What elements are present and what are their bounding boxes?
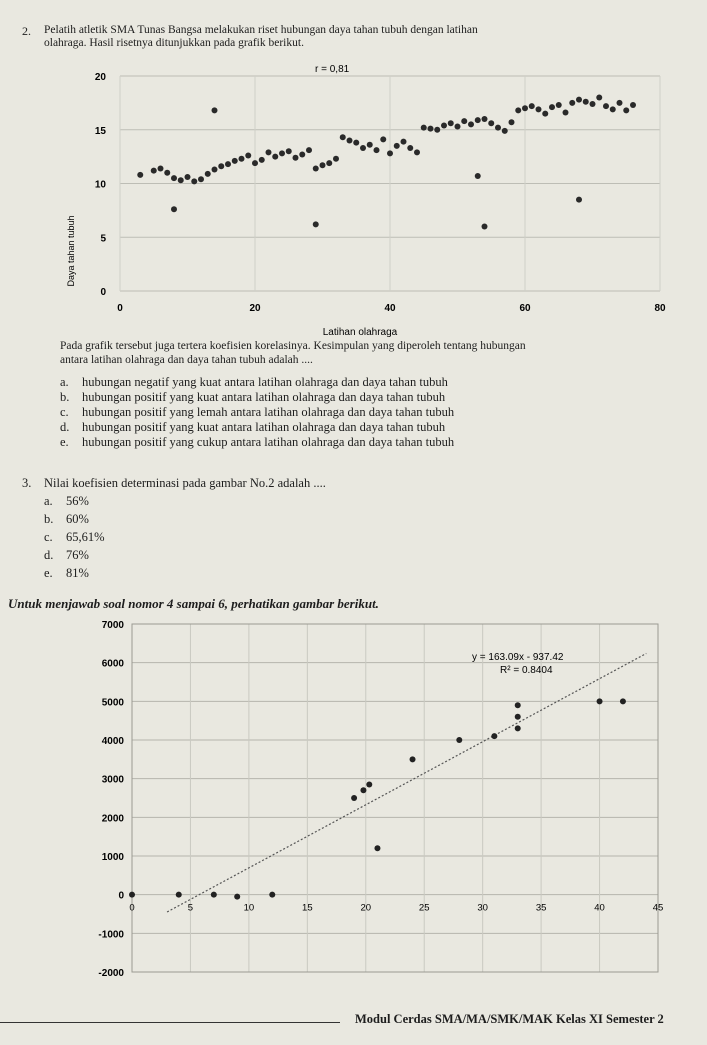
- chart-1-data-point: [286, 148, 292, 154]
- chart-1-data-point: [360, 145, 366, 151]
- chart-2-equation: y = 163.09x - 937.42: [472, 652, 564, 663]
- chart-1-x-tick-label: 40: [384, 303, 396, 314]
- chart-1-data-point: [522, 105, 528, 111]
- option-3d[interactable]: d. 76%: [44, 548, 89, 562]
- question-2-intro-line1: Pelatih atletik SMA Tunas Bangsa melakukan riset hubungan daya tahan tubuh dengan latihan: [44, 24, 478, 36]
- chart-1-data-point: [212, 107, 218, 113]
- chart-1-data-point: [617, 100, 623, 106]
- chart-1-data-point: [191, 178, 197, 184]
- chart-1-data-point: [347, 138, 353, 144]
- question-2-stem-line1: Pada grafik tersebut juga tertera koefisien korelasinya. Kesimpulan yang diperoleh tentang hubungan: [60, 340, 526, 352]
- chart-1-data-point: [542, 111, 548, 117]
- chart-2-data-point: [176, 892, 182, 898]
- chart-1-data-point: [164, 170, 170, 176]
- chart-1-data-point: [279, 150, 285, 156]
- chart-2-y-tick-label: -2000: [98, 968, 124, 979]
- chart-1-data-point: [407, 145, 413, 151]
- chart-1-data-point: [353, 140, 359, 146]
- option-3e[interactable]: e. 81%: [44, 566, 89, 580]
- chart-1-data-point: [421, 125, 427, 131]
- chart-1-data-point: [394, 143, 400, 149]
- chart-1-data-point: [603, 103, 609, 109]
- chart-2-y-tick-label: 0: [118, 890, 124, 902]
- chart-2-frame: [132, 624, 658, 972]
- question-number-2: 2.: [22, 24, 31, 38]
- chart-1-data-point: [623, 107, 629, 113]
- option-2b[interactable]: b. hubungan positif yang kuat antara latihan olahraga dan daya tahan tubuh: [60, 390, 446, 404]
- chart-2-data-point: [491, 733, 497, 739]
- chart-2-data-point: [515, 714, 521, 720]
- chart-1-data-point: [266, 149, 272, 155]
- chart-2-data-point: [515, 702, 521, 708]
- chart-1-x-tick-label: 80: [654, 303, 666, 314]
- chart-1-data-point: [313, 165, 319, 171]
- chart-1-data-point: [158, 165, 164, 171]
- chart-2-data-point: [269, 892, 275, 898]
- chart-2-x-tick-label: 15: [302, 902, 313, 914]
- chart-2-trendline: [167, 653, 646, 912]
- chart-1-x-tick-label: 20: [249, 303, 261, 314]
- chart-1-data-point: [509, 119, 515, 125]
- chart-1-data-point: [596, 95, 602, 101]
- chart-1-y-tick-label: 15: [94, 125, 106, 137]
- chart-1-data-point: [259, 157, 265, 163]
- chart-2-y-tick-label: 1000: [101, 852, 124, 863]
- chart-1-data-point: [515, 107, 521, 113]
- chart-1-data-point: [536, 106, 542, 112]
- chart-1-x-tick-label: 0: [117, 303, 123, 314]
- chart-1-data-point: [475, 173, 481, 179]
- chart-1-data-point: [414, 149, 420, 155]
- chart-2-x-tick-label: 35: [535, 902, 547, 914]
- question-2-intro-line2: olahraga. Hasil risetnya ditunjukkan pada grafik berikut.: [44, 37, 304, 49]
- chart-2-x-tick-label: 40: [594, 902, 605, 914]
- question-number-3: 3.: [22, 476, 32, 490]
- chart-2-grid: [132, 624, 658, 972]
- option-3b[interactable]: b. 60%: [44, 512, 89, 526]
- chart-2-y-tick-label: 3000: [101, 774, 124, 786]
- chart-1-scatter: [60, 56, 680, 346]
- chart-2-data-point: [211, 892, 217, 898]
- chart-2-r-squared: R² = 0.8404: [500, 665, 553, 676]
- chart-1-data-point: [387, 150, 393, 156]
- chart-1-data-point: [326, 160, 332, 166]
- chart-1-data-point: [495, 125, 501, 131]
- option-2d[interactable]: d. hubungan positif yang kuat antara latihan olahraga dan daya tahan tubuh: [60, 420, 446, 434]
- chart-1-y-tick-label: 0: [100, 287, 106, 298]
- question-3-stem: Nilai koefisien determinasi pada gambar No.2 adalah ....: [44, 476, 326, 490]
- chart-2-x-tick-label: 20: [360, 902, 372, 914]
- chart-1-data-point: [239, 156, 245, 162]
- chart-1-data-point: [225, 161, 231, 167]
- chart-1-data-point: [563, 110, 569, 116]
- option-3c[interactable]: c. 65,61%: [44, 530, 105, 544]
- chart-2-scatter: [70, 612, 670, 990]
- chart-1-data-point: [171, 206, 177, 212]
- chart-1-data-point: [380, 136, 386, 142]
- option-2e[interactable]: e. hubungan positif yang cukup antara latihan olahraga dan daya tahan tubuh: [60, 435, 455, 449]
- chart-1-data-point: [198, 176, 204, 182]
- chart-1-data-point: [232, 158, 238, 164]
- chart-1-data-point: [468, 121, 474, 127]
- chart-1-data-point: [482, 116, 488, 122]
- chart-2-y-tick-label: -1000: [98, 929, 124, 941]
- chart-1-y-tick-label: 5: [100, 233, 106, 245]
- chart-1-data-point: [441, 122, 447, 128]
- chart-1-data-point: [374, 147, 380, 153]
- chart-2-data-point: [360, 787, 366, 793]
- option-2a[interactable]: a. hubungan negatif yang kuat antara latihan olahraga dan daya tahan tubuh: [60, 375, 448, 389]
- instruction-text: Untuk menjawab soal nomor 4 sampai 6, perhatikan gambar berikut.: [8, 596, 379, 611]
- chart-1-data-point: [529, 103, 535, 109]
- chart-2-data-point: [374, 845, 380, 851]
- chart-2-y-tick-label: 2000: [101, 813, 124, 825]
- chart-2-x-tick-label: 45: [652, 902, 664, 914]
- question-3-options: [44, 492, 105, 582]
- chart-1-data-point: [569, 100, 575, 106]
- chart-2-y-tick-label: 4000: [101, 736, 124, 747]
- chart-1-data-point: [218, 163, 224, 169]
- chart-1-data-point: [185, 174, 191, 180]
- chart-2-data-point: [234, 894, 240, 900]
- chart-1-data-point: [482, 224, 488, 230]
- chart-1-grid: [120, 76, 660, 291]
- option-2c[interactable]: c. hubungan positif yang lemah antara latihan olahraga dan daya tahan tubuh: [60, 405, 455, 419]
- chart-2-data-point: [366, 781, 372, 787]
- chart-1-data-point: [212, 167, 218, 173]
- chart-1-data-point: [502, 128, 508, 134]
- chart-1-data-point: [488, 120, 494, 126]
- chart-1-data-point: [205, 171, 211, 177]
- chart-1-data-point: [549, 104, 555, 110]
- chart-1-data-point: [151, 168, 157, 174]
- chart-1-data-point: [576, 97, 582, 103]
- chart-1-data-point: [401, 139, 407, 145]
- chart-2-y-tick-label: 6000: [101, 658, 124, 670]
- chart-1-y-tick-label: 10: [94, 179, 106, 191]
- chart-1-data-point: [171, 175, 177, 181]
- chart-1-x-tick-label: 60: [519, 303, 531, 314]
- chart-1-data-point: [475, 117, 481, 123]
- chart-1-data-point: [293, 155, 299, 161]
- chart-2-data-point: [597, 698, 603, 704]
- chart-2-data-point: [456, 737, 462, 743]
- footer-rule: [0, 1022, 340, 1023]
- chart-2-x-tick-label: 5: [187, 902, 194, 914]
- chart-2-x-tick-label: 25: [418, 902, 430, 914]
- chart-2-data-point: [620, 698, 626, 704]
- question-2-stem-line2: antara latihan olahraga dan daya tahan tubuh adalah ....: [60, 354, 313, 366]
- chart-1-data-point: [434, 127, 440, 133]
- chart-2-data-point: [410, 756, 416, 762]
- footer-title: Modul Cerdas SMA/MA/SMK/MAK Kelas XI Semester 2: [355, 1012, 664, 1026]
- chart-1-data-point: [428, 126, 434, 132]
- chart-1-data-point: [590, 101, 596, 107]
- chart-1-data-point: [313, 221, 319, 227]
- chart-1-y-tick-label: 20: [94, 72, 106, 83]
- chart-1-data-point: [178, 177, 184, 183]
- chart-1-data-point: [583, 99, 589, 105]
- chart-1-data-point: [299, 151, 305, 157]
- chart-2-x-tick-label: 30: [477, 902, 488, 914]
- chart-2-data-point: [129, 892, 135, 898]
- chart-1-data-point: [340, 134, 346, 140]
- chart-1-x-axis-label: Latihan olahraga: [322, 327, 398, 338]
- chart-1-data-point: [333, 156, 339, 162]
- chart-1-data-point: [630, 102, 636, 108]
- chart-1-data-point: [306, 147, 312, 153]
- chart-1-data-point: [367, 142, 373, 148]
- option-3a[interactable]: a. 56%: [44, 494, 89, 508]
- chart-1-data-point: [455, 124, 461, 130]
- chart-1-data-point: [461, 118, 467, 124]
- chart-2-data-point: [351, 795, 357, 801]
- chart-2-y-tick-label: 7000: [101, 620, 124, 631]
- chart-1-data-point: [320, 162, 326, 168]
- chart-1-data-point: [272, 154, 278, 160]
- chart-2-x-tick-label: 10: [243, 902, 255, 914]
- chart-2-x-tick-label: 0: [129, 902, 135, 914]
- chart-1-data-point: [448, 120, 454, 126]
- chart-1-data-point: [556, 102, 562, 108]
- chart-1-data-point: [245, 153, 251, 159]
- chart-1-data-point: [137, 172, 143, 178]
- chart-1-data-point: [252, 160, 258, 166]
- chart-2-data-point: [515, 725, 521, 731]
- chart-1-correlation-label: r = 0,81: [315, 64, 350, 75]
- chart-1-y-axis-label: Daya tahan tubuh: [66, 215, 76, 287]
- chart-1-data-point: [610, 106, 616, 112]
- question-2-options: [60, 375, 454, 450]
- chart-1-data-point: [576, 197, 582, 203]
- chart-2-y-tick-label: 5000: [101, 697, 124, 709]
